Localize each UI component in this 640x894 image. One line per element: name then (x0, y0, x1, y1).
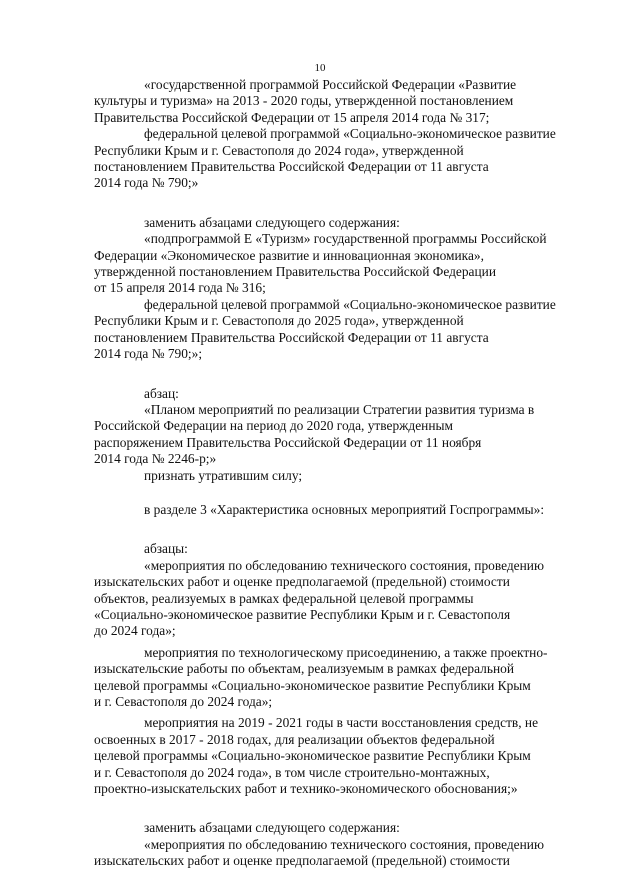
paragraph-abzats-label: абзац: (144, 385, 179, 401)
paragraph-section-3-heading: в разделе 3 «Характеристика основных мероприятий Госпрограммы»: (144, 501, 545, 517)
paragraph-tech-connection: мероприятия по технологическому присоединению, а также проектно- изыскательские работы по объектам, реализуемым в рамках федеральной целевой программы «Социально-экономическое развитие Республики Крым и г. Севастополя до 2024 года»; (94, 644, 548, 709)
paragraph-replace-instruction-2: заменить абзацами следующего содержания: (144, 820, 400, 836)
paragraph-tourism-strategy-plan: «Планом мероприятий по реализации Стратегии развития туризма в Российской Федерации на период до 2020 года, утвержденным распоряжением Правительства Российской Федерации от 11 ноября 2014 года № 2246-р;» (94, 401, 535, 467)
paragraph-funds-restoration: мероприятия на 2019 - 2021 годы в части восстановления средств, не освоенных в 2017 - 2018 годах, для реализации объектов федеральной целевой программы «Социально-экономическое развитие Республики Крым и г. Севастополя до 2024 года», в том числе строительно-монтажных, проектно-изыскательских работ и технико-экономического обоснования;» (94, 715, 539, 797)
paragraph-subprogram-tourism: «подпрограммой Е «Туризм» государственной программы Российской Федерации «Экономическое развитие и инновационная экономика», утвержденной постановлением Правительства Российской Федерации от 15 апреля 2014 года № 316; (94, 231, 547, 296)
paragraph-state-program-culture: «государственной программой Российской Федерации «Развитие культуры и туризма» на 2013 - 2020 годы, утвержденной постановлением Правительства Российской Федерации от 15 апреля 2014 года № 317; (94, 77, 517, 125)
document-body (94, 77, 580, 870)
page-number: 10 (314, 62, 326, 74)
paragraph-abzatsy-label: абзацы: (144, 541, 188, 557)
paragraph-replace-instruction: заменить абзацами следующего содержания: (144, 214, 400, 230)
paragraph-fcp-crimea-2025: федеральной целевой программой «Социально-экономическое развитие Республики Крым и г. Севастополя до 2025 года», утвержденной постановлением Правительства Российской Федерации от 11 августа 2014 года № 790;»; (94, 296, 556, 362)
paragraph-declare-invalid: признать утратившим силу; (144, 467, 303, 483)
paragraph-inspection-measures: «мероприятия по обследованию технического состояния, проведению изыскательских работ и оценке предполагаемой (предельной) стоимости объектов, реализуемых в рамках федеральной целевой программы «Социально-экономическое развитие Республики Крым и г. Севастополя до 2024 года»; (94, 557, 544, 639)
paragraph-fcp-crimea-2024: федеральной целевой программой «Социально-экономическое развитие Республики Крым и г. Севастополя до 2024 года», утвержденной постановлением Правительства Российской Федерации от 11 августа 2014 года № 790;» (94, 126, 556, 191)
paragraph-inspection-measures-new: «мероприятия по обследованию технического состояния, проведению изыскательских работ и оценке предполагаемой (предельной) стоимости (94, 836, 544, 869)
